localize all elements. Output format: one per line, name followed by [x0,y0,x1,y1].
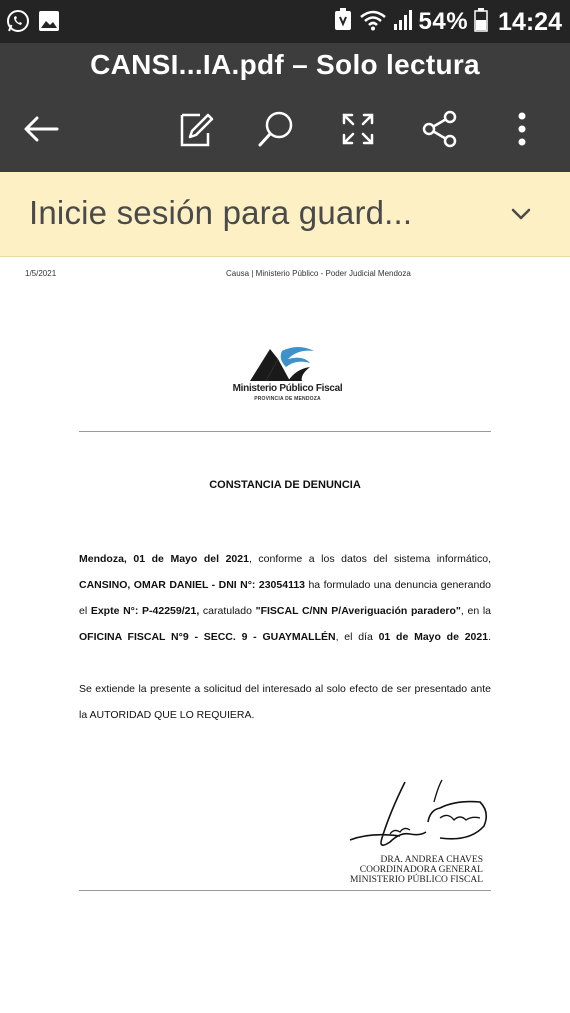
handwritten-signature [330,772,510,862]
body-text-run: ha formulado una denuncia generando el [79,579,491,617]
body-text-run: , conforme a los datos del sistema informático, [248,553,491,565]
pdf-page[interactable] [0,257,570,1013]
ministerio-logo [230,345,345,405]
logo-province: PROVINCIA DE MENDOZA [254,396,321,402]
share-button[interactable] [418,107,462,151]
search-button[interactable] [254,107,298,151]
body-text-run: , en la [460,605,492,617]
denunciante-text: CANSINO, OMAR DANIEL - DNI N°: 23054113 [79,579,306,591]
top-divider [79,431,491,432]
document-title: CANSI...IA.pdf – Solo lectura [90,49,480,80]
page-header-source: Causa | Ministerio Público - Poder Judicial Mendoza [226,269,411,278]
body-paragraph-1 [79,546,491,650]
body-text-run: , el día [335,631,379,643]
back-button[interactable] [19,107,63,151]
body-text-run: . [488,631,491,643]
signin-banner-text: Inicie sesión para guard... [29,194,413,231]
back-icon [19,107,63,151]
page-header-date: 1/5/2021 [25,269,57,278]
body-paragraph-2: Se extiende la presente a solicitud del interesado al solo efecto de ser presentado ante la AUTORIDAD QUE LO REQUIERA. [79,683,491,721]
expediente-text: Expte N°: P-42259/21, [90,605,200,617]
body-text-run: caratulado [199,605,256,617]
fecha-text: 01 de Mayo de 2021 [378,631,489,643]
signature-block [350,855,483,885]
edit-button[interactable] [174,107,218,151]
logo-name: Ministerio Público Fiscal [232,383,343,394]
caratula-text: "FISCAL C/NN P/Averiguación paradero" [255,605,461,617]
search-icon [254,107,298,151]
status-bar [0,0,570,43]
date-text: Mendoza, 01 de Mayo del 2021 [79,553,249,565]
status-bar-left [6,9,60,38]
clock: 14:24 [498,7,562,36]
mpf-logo-icon [248,345,318,383]
more-icon [500,107,544,151]
battery-percent: 54% [418,8,469,35]
edit-icon [174,107,218,151]
signer-name: DRA. ANDREA CHAVES [380,855,483,865]
status-bar-right [333,5,563,39]
document-heading: CONSTANCIA DE DENUNCIA [209,479,361,491]
notification-icon [333,8,353,37]
wifi-icon [359,9,387,36]
oficina-text: OFICINA FISCAL N°9 - SECC. 9 - GUAYMALLÉN [79,631,336,643]
signin-banner[interactable] [0,172,570,257]
image-icon [38,10,60,37]
signer-role: COORDINADORA GENERAL [359,865,483,875]
signal-icon [393,9,413,36]
more-options-button[interactable] [500,107,544,151]
share-icon [418,107,462,151]
chevron-down-icon[interactable] [507,200,535,233]
whatsapp-icon [6,9,30,38]
battery-icon [474,8,488,37]
fullscreen-button[interactable] [336,107,380,151]
fullscreen-icon [336,107,380,151]
signer-institution: MINISTERIO PÚBLICO FISCAL [349,875,483,885]
app-toolbar [0,43,570,172]
bottom-divider [79,890,491,891]
